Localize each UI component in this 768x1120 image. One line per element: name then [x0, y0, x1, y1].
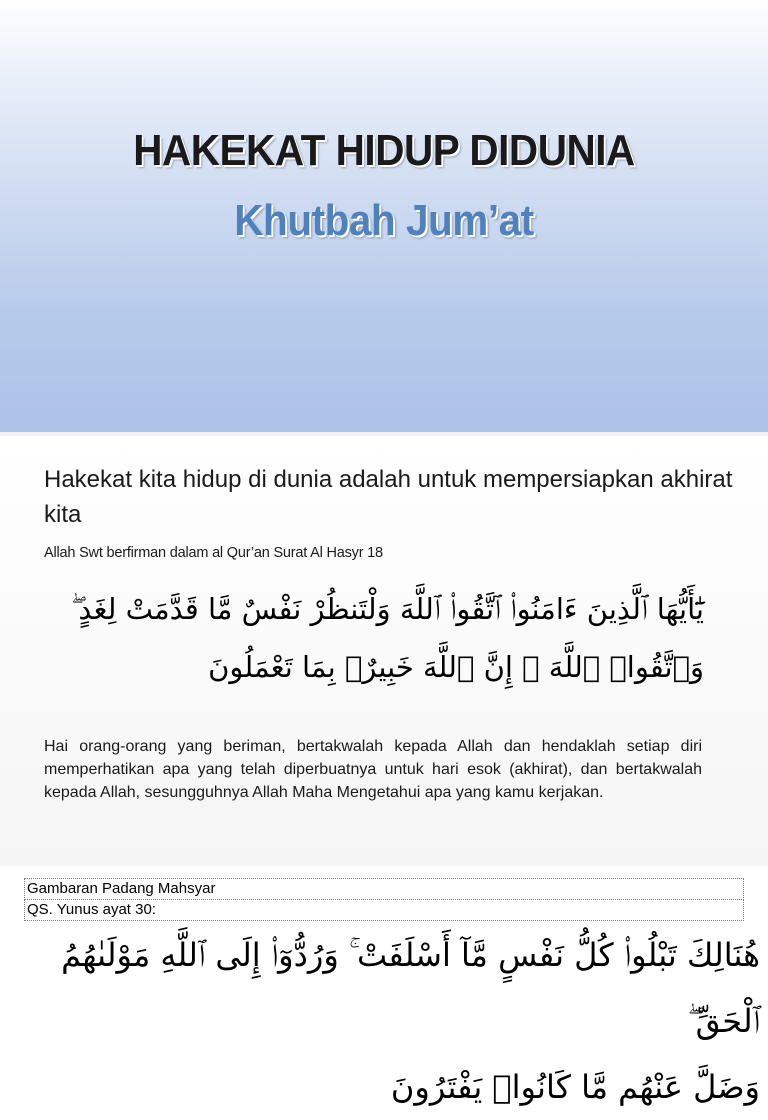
table-row: QS. Yunus ayat 30: [24, 900, 744, 921]
slide-title: HAKEKAT HIDUP DIDUNIA [133, 126, 635, 175]
arabic-verse [40, 580, 704, 696]
quran-reference-note: Allah Swt berfirman dalam al Qur’an Surat Al Hasyr 18 [44, 545, 383, 561]
table-slide [0, 866, 768, 1106]
slide-heading: Hakekat kita hidup di dunia adalah untuk mempersiapkan akhirat kita [44, 466, 733, 528]
arabic-verse-line-1: يَٰٓأَيُّهَا ٱلَّذِينَ ءَامَنُوا۟ ٱتَّقُوا۟ ٱللَّهَ وَلْتَنظُرْ نَفْسٌ مَّا قَدَّمَتْ لِغَدٍ ۖ [71, 592, 704, 626]
caption-table [24, 878, 744, 921]
slide-subtitle: Khutbah Jum’at [234, 196, 534, 245]
verse-translation: Hai orang-orang yang beriman, bertakwalah kepada Allah dan hendaklah setiap diri memperhatikan apa yang telah diperbuatnya untuk hari esok (akhirat), dan bertakwalah kepada Allah, sesungguhnya Allah Maha Mengetahui apa yang kamu kerjakan. [44, 738, 702, 801]
title-slide [0, 0, 768, 432]
arabic-verse-line-1: هُنَالِكَ تَبْلُوا۟ كُلُّ نَفْسٍ مَّآ أَسْلَفَتْ ۚ وَرُدُّوٓا۟ إِلَى ٱللَّهِ مَوْلَىٰهُمُ ٱلْحَقِّ ۖ [61, 936, 760, 1040]
arabic-verse-line-2: وَضَلَّ عَنْهُم مَّا كَانُوا۟ يَفْتَرُونَ [390, 1068, 760, 1106]
arabic-verse [60, 922, 760, 1120]
arabic-verse-line-2: وَٱتَّقُوا۟ ٱللَّهَ ۚ إِنَّ ٱللَّهَ خَبِيرٌۢ بِمَا تَعْمَلُونَ [208, 650, 704, 684]
table-row: Gambaran Padang Mahsyar [24, 879, 744, 900]
